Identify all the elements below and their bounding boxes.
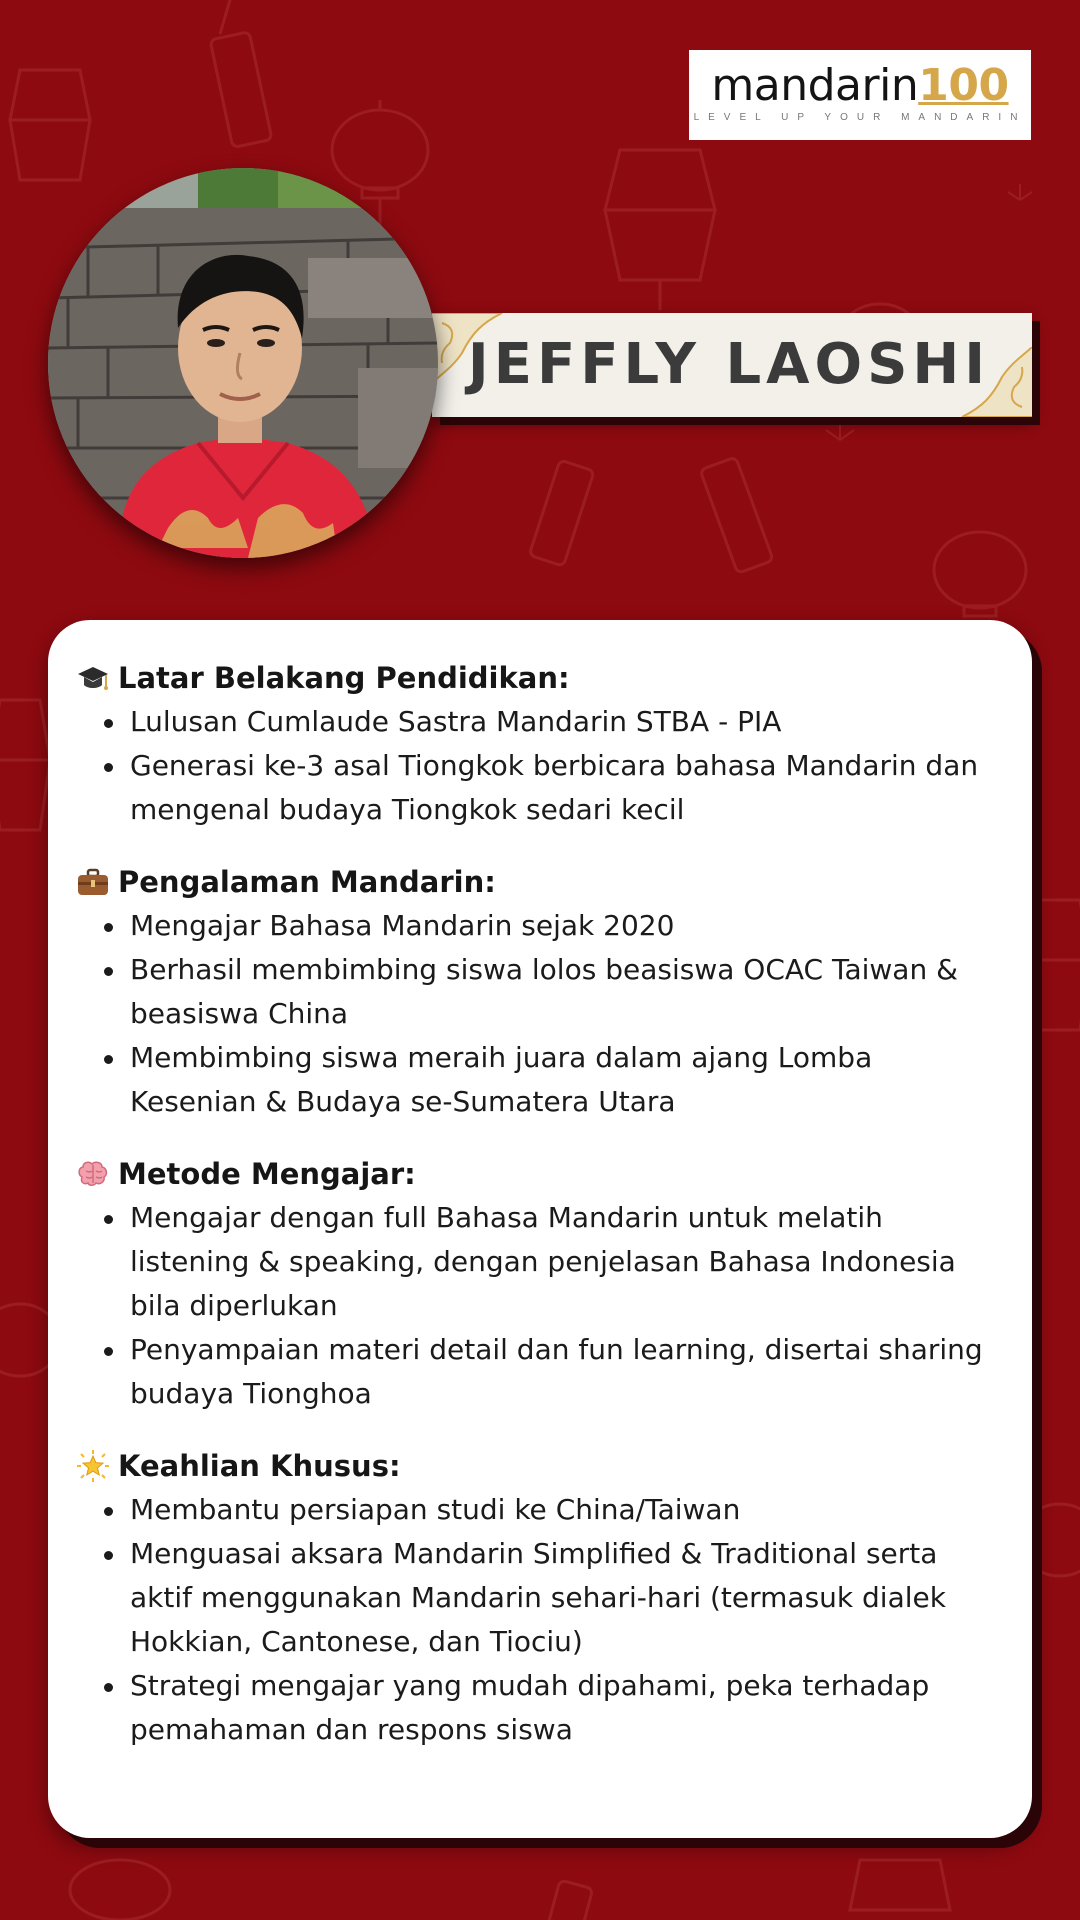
section-education xyxy=(76,656,1002,832)
list-item: Generasi ke-3 asal Tiongkok berbicara bahasa Mandarin dan mengenal budaya Tiongkok sedari kecil xyxy=(100,744,1002,832)
section-title: Pengalaman Mandarin: xyxy=(118,865,496,899)
list-item: Membantu persiapan studi ke China/Taiwan xyxy=(100,1488,1002,1532)
brand-logo xyxy=(689,50,1031,140)
section-header xyxy=(76,1444,1002,1488)
corner-ornament-icon xyxy=(952,347,1032,417)
section-expertise xyxy=(76,1444,1002,1752)
graduation-cap-icon xyxy=(76,661,110,695)
section-header xyxy=(76,860,1002,904)
section-method xyxy=(76,1152,1002,1416)
section-title: Keahlian Khusus: xyxy=(118,1449,401,1483)
list-item: Strategi mengajar yang mudah dipahami, peka terhadap pemahaman dan respons siswa xyxy=(100,1664,1002,1752)
brain-icon xyxy=(76,1157,110,1191)
section-list xyxy=(76,700,1002,832)
section-list xyxy=(76,1488,1002,1752)
section-experience xyxy=(76,860,1002,1124)
list-item: Lulusan Cumlaude Sastra Mandarin STBA - PIA xyxy=(100,700,1002,744)
list-item: Membimbing siswa meraih juara dalam ajang Lomba Kesenian & Budaya se-Sumatera Utara xyxy=(100,1036,1002,1124)
section-title: Metode Mengajar: xyxy=(118,1157,416,1191)
section-header xyxy=(76,1152,1002,1196)
section-list xyxy=(76,904,1002,1124)
list-item: Berhasil membimbing siswa lolos beasiswa OCAC Taiwan & beasiswa China xyxy=(100,948,1002,1036)
teacher-photo xyxy=(48,168,438,558)
teacher-name: JEFFLY LAOSHI xyxy=(467,332,991,397)
star-icon xyxy=(76,1449,110,1483)
profile-card xyxy=(48,620,1032,1838)
list-item: Mengajar dengan full Bahasa Mandarin untuk melatih listening & speaking, dengan penjelasan Bahasa Indonesia bila diperlukan xyxy=(100,1196,1002,1328)
teacher-portrait-icon xyxy=(48,168,438,558)
section-header xyxy=(76,656,1002,700)
list-item: Menguasai aksara Mandarin Simplified & Traditional serta aktif menggunakan Mandarin sehari-hari (termasuk dialek Hokkian, Cantonese, dan Tiociu) xyxy=(100,1532,1002,1664)
logo-brand-number: 100 xyxy=(918,60,1009,111)
logo-tagline: LEVEL UP YOUR MANDARIN xyxy=(693,112,1027,123)
section-title: Latar Belakang Pendidikan: xyxy=(118,661,570,695)
list-item: Penyampaian materi detail dan fun learning, disertai sharing budaya Tionghoa xyxy=(100,1328,1002,1416)
section-list xyxy=(76,1196,1002,1416)
briefcase-icon xyxy=(76,865,110,899)
list-item: Mengajar Bahasa Mandarin sejak 2020 xyxy=(100,904,1002,948)
logo-brand-name: mandarin xyxy=(711,60,919,111)
name-banner xyxy=(432,313,1032,417)
logo-wordmark xyxy=(689,62,1031,110)
